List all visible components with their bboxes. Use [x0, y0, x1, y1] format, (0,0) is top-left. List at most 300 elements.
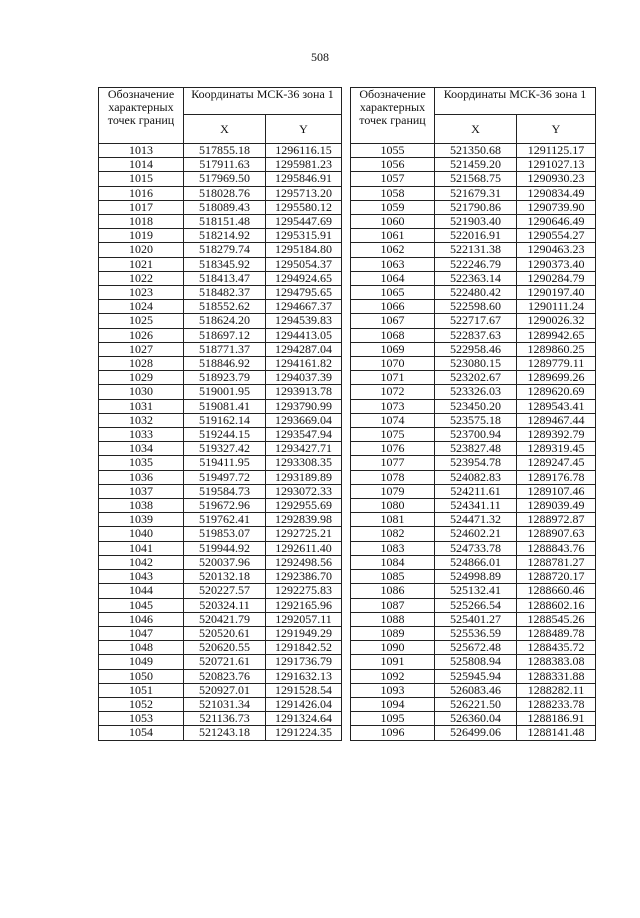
x-coordinate-cell: 522837.63	[435, 328, 517, 342]
table-row	[99, 144, 342, 158]
point-id-cell: 1079	[351, 484, 435, 498]
y-coordinate-cell: 1292275.83	[266, 584, 342, 598]
x-coordinate-cell: 526360.04	[435, 712, 517, 726]
point-id-cell: 1034	[99, 442, 184, 456]
x-coordinate-cell: 525536.59	[435, 626, 517, 640]
x-coordinate-cell: 521459.20	[435, 158, 517, 172]
point-id-cell: 1032	[99, 413, 184, 427]
point-id-cell: 1019	[99, 229, 184, 243]
x-coordinate-cell: 520421.79	[184, 612, 266, 626]
point-id-cell: 1031	[99, 399, 184, 413]
x-coordinate-cell: 522717.67	[435, 314, 517, 328]
point-id-cell: 1030	[99, 385, 184, 399]
x-coordinate-cell: 524998.89	[435, 570, 517, 584]
table-row	[99, 499, 342, 513]
x-coordinate-cell: 520132.18	[184, 570, 266, 584]
x-coordinate-cell: 518697.12	[184, 328, 266, 342]
point-id-cell: 1053	[99, 712, 184, 726]
table-row	[351, 215, 596, 229]
y-coordinate-cell: 1289247.45	[517, 456, 596, 470]
x-coordinate-cell: 518552.62	[184, 300, 266, 314]
point-id-cell: 1065	[351, 286, 435, 300]
y-coordinate-cell: 1295713.20	[266, 186, 342, 200]
y-coordinate-cell: 1292165.96	[266, 598, 342, 612]
table-row	[351, 470, 596, 484]
table-row	[99, 641, 342, 655]
y-coordinate-cell: 1288282.11	[517, 683, 596, 697]
point-id-cell: 1057	[351, 172, 435, 186]
table-row	[351, 342, 596, 356]
x-coordinate-cell: 519762.41	[184, 513, 266, 527]
point-id-cell: 1045	[99, 598, 184, 612]
y-coordinate-cell: 1288435.72	[517, 641, 596, 655]
y-coordinate-cell: 1294287.04	[266, 342, 342, 356]
x-coordinate-cell: 522480.42	[435, 286, 517, 300]
y-coordinate-cell: 1293308.35	[266, 456, 342, 470]
y-coordinate-cell: 1293072.33	[266, 484, 342, 498]
point-id-cell: 1071	[351, 371, 435, 385]
x-coordinate-cell: 524733.78	[435, 541, 517, 555]
x-coordinate-cell: 519584.73	[184, 484, 266, 498]
x-coordinate-cell: 520520.61	[184, 626, 266, 640]
coordinates-header: Координаты МСК-36 зона 1	[184, 88, 342, 115]
table-row	[351, 286, 596, 300]
x-coordinate-cell: 520721.61	[184, 655, 266, 669]
table-row	[351, 626, 596, 640]
x-coordinate-cell: 519001.95	[184, 385, 266, 399]
point-id-cell: 1022	[99, 271, 184, 285]
y-coordinate-cell: 1291224.35	[266, 726, 342, 740]
y-coordinate-cell: 1288972.87	[517, 513, 596, 527]
y-coordinate-cell: 1294667.37	[266, 300, 342, 314]
point-id-cell: 1090	[351, 641, 435, 655]
coordinates-table-left	[98, 87, 342, 741]
x-coordinate-cell: 518214.92	[184, 229, 266, 243]
y-coordinate-cell: 1291027.13	[517, 158, 596, 172]
table-row	[99, 357, 342, 371]
y-coordinate-cell: 1292725.21	[266, 527, 342, 541]
y-coordinate-cell: 1294924.65	[266, 271, 342, 285]
table-row	[99, 456, 342, 470]
table-row	[99, 172, 342, 186]
y-coordinate-cell: 1288545.26	[517, 612, 596, 626]
point-id-cell: 1081	[351, 513, 435, 527]
table-body-right	[351, 144, 596, 741]
coordinates-header: Координаты МСК-36 зона 1	[435, 88, 596, 115]
point-id-cell: 1017	[99, 200, 184, 214]
table-row	[351, 158, 596, 172]
y-coordinate-cell: 1288186.91	[517, 712, 596, 726]
y-coordinate-cell: 1290373.40	[517, 257, 596, 271]
table-row	[99, 541, 342, 555]
y-coordinate-cell: 1291632.13	[266, 669, 342, 683]
y-coordinate-cell: 1295054.37	[266, 257, 342, 271]
table-row	[351, 300, 596, 314]
y-coordinate-cell: 1289319.45	[517, 442, 596, 456]
y-coordinate-cell: 1288907.63	[517, 527, 596, 541]
y-coordinate-cell: 1290554.27	[517, 229, 596, 243]
y-coordinate-cell: 1293427.71	[266, 442, 342, 456]
x-coordinate-cell: 518345.92	[184, 257, 266, 271]
point-id-cell: 1058	[351, 186, 435, 200]
x-coordinate-cell: 524866.01	[435, 555, 517, 569]
x-coordinate-cell: 523827.48	[435, 442, 517, 456]
point-id-cell: 1013	[99, 144, 184, 158]
table-row	[351, 683, 596, 697]
x-coordinate-cell: 520227.57	[184, 584, 266, 598]
table-row	[351, 513, 596, 527]
table-row	[99, 186, 342, 200]
y-coordinate-cell: 1293547.94	[266, 428, 342, 442]
point-id-cell: 1068	[351, 328, 435, 342]
x-coordinate-cell: 522016.91	[435, 229, 517, 243]
y-coordinate-cell: 1288233.78	[517, 697, 596, 711]
point-id-cell: 1091	[351, 655, 435, 669]
table-row	[351, 186, 596, 200]
table-row	[99, 158, 342, 172]
table-row	[351, 712, 596, 726]
y-coordinate-cell: 1295315.91	[266, 229, 342, 243]
table-row	[99, 484, 342, 498]
x-coordinate-cell: 517855.18	[184, 144, 266, 158]
point-id-cell: 1050	[99, 669, 184, 683]
y-coordinate-cell: 1292955.69	[266, 499, 342, 513]
table-row	[351, 484, 596, 498]
point-id-cell: 1075	[351, 428, 435, 442]
point-id-cell: 1015	[99, 172, 184, 186]
x-coordinate-cell: 525266.54	[435, 598, 517, 612]
y-header: Y	[266, 115, 342, 144]
table-row	[99, 570, 342, 584]
y-coordinate-cell: 1288720.17	[517, 570, 596, 584]
point-id-cell: 1024	[99, 300, 184, 314]
x-coordinate-cell: 519497.72	[184, 470, 266, 484]
table-row	[99, 314, 342, 328]
table-row	[99, 584, 342, 598]
y-coordinate-cell: 1290834.49	[517, 186, 596, 200]
x-coordinate-cell: 524211.61	[435, 484, 517, 498]
table-row	[351, 328, 596, 342]
table-row	[351, 598, 596, 612]
y-coordinate-cell: 1290197.40	[517, 286, 596, 300]
table-row	[99, 598, 342, 612]
y-coordinate-cell: 1291949.29	[266, 626, 342, 640]
y-coordinate-cell: 1289860.25	[517, 342, 596, 356]
y-coordinate-cell: 1289699.26	[517, 371, 596, 385]
table-row	[351, 697, 596, 711]
table-row	[99, 470, 342, 484]
table-row	[351, 229, 596, 243]
y-coordinate-cell: 1290930.23	[517, 172, 596, 186]
point-id-cell: 1062	[351, 243, 435, 257]
x-header: X	[184, 115, 266, 144]
table-row	[351, 257, 596, 271]
point-id-cell: 1040	[99, 527, 184, 541]
table-row	[351, 399, 596, 413]
x-coordinate-cell: 524082.83	[435, 470, 517, 484]
point-id-cell: 1042	[99, 555, 184, 569]
y-coordinate-cell: 1289543.41	[517, 399, 596, 413]
y-coordinate-cell: 1294037.39	[266, 371, 342, 385]
point-id-cell: 1052	[99, 697, 184, 711]
x-coordinate-cell: 518923.79	[184, 371, 266, 385]
x-coordinate-cell: 521350.68	[435, 144, 517, 158]
point-id-cell: 1083	[351, 541, 435, 555]
y-coordinate-cell: 1291842.52	[266, 641, 342, 655]
point-id-cell: 1092	[351, 669, 435, 683]
y-coordinate-cell: 1291426.04	[266, 697, 342, 711]
table-row	[99, 513, 342, 527]
x-coordinate-cell: 518151.48	[184, 215, 266, 229]
y-coordinate-cell: 1295447.69	[266, 215, 342, 229]
table-row	[351, 499, 596, 513]
x-coordinate-cell: 522958.46	[435, 342, 517, 356]
table-row	[99, 555, 342, 569]
y-coordinate-cell: 1288383.08	[517, 655, 596, 669]
point-column-header: Обозначение характерных точек границ	[351, 88, 435, 144]
y-coordinate-cell: 1293189.89	[266, 470, 342, 484]
y-coordinate-cell: 1291125.17	[517, 144, 596, 158]
x-coordinate-cell: 517969.50	[184, 172, 266, 186]
x-coordinate-cell: 526083.46	[435, 683, 517, 697]
x-coordinate-cell: 523202.67	[435, 371, 517, 385]
table-row	[99, 328, 342, 342]
table-row	[351, 669, 596, 683]
x-coordinate-cell: 517911.63	[184, 158, 266, 172]
table-row	[99, 655, 342, 669]
y-coordinate-cell: 1295846.91	[266, 172, 342, 186]
table-row	[99, 371, 342, 385]
x-coordinate-cell: 519081.41	[184, 399, 266, 413]
y-coordinate-cell: 1293790.99	[266, 399, 342, 413]
x-coordinate-cell: 522363.14	[435, 271, 517, 285]
x-coordinate-cell: 518482.37	[184, 286, 266, 300]
point-id-cell: 1038	[99, 499, 184, 513]
table-row	[99, 712, 342, 726]
page-number: 508	[311, 50, 329, 64]
y-coordinate-cell: 1289176.78	[517, 470, 596, 484]
point-id-cell: 1046	[99, 612, 184, 626]
table-row	[99, 243, 342, 257]
point-id-cell: 1070	[351, 357, 435, 371]
x-coordinate-cell: 523575.18	[435, 413, 517, 427]
point-id-cell: 1059	[351, 200, 435, 214]
x-coordinate-cell: 525945.94	[435, 669, 517, 683]
table-row	[351, 527, 596, 541]
x-coordinate-cell: 523080.15	[435, 357, 517, 371]
x-coordinate-cell: 526221.50	[435, 697, 517, 711]
table-row	[351, 442, 596, 456]
y-header: Y	[517, 115, 596, 144]
point-id-cell: 1086	[351, 584, 435, 598]
x-coordinate-cell: 519411.95	[184, 456, 266, 470]
point-id-cell: 1061	[351, 229, 435, 243]
table-row	[351, 243, 596, 257]
y-coordinate-cell: 1293913.78	[266, 385, 342, 399]
y-coordinate-cell: 1290111.24	[517, 300, 596, 314]
x-coordinate-cell: 518279.74	[184, 243, 266, 257]
y-coordinate-cell: 1290646.49	[517, 215, 596, 229]
coordinates-table-right	[350, 87, 596, 741]
y-coordinate-cell: 1289039.49	[517, 499, 596, 513]
table-row	[99, 428, 342, 442]
point-id-cell: 1067	[351, 314, 435, 328]
point-id-cell: 1018	[99, 215, 184, 229]
table-row	[351, 371, 596, 385]
y-coordinate-cell: 1289620.69	[517, 385, 596, 399]
point-id-cell: 1088	[351, 612, 435, 626]
x-coordinate-cell: 524602.21	[435, 527, 517, 541]
point-id-cell: 1060	[351, 215, 435, 229]
table-row	[351, 413, 596, 427]
table-row	[99, 200, 342, 214]
point-id-cell: 1035	[99, 456, 184, 470]
x-coordinate-cell: 523700.94	[435, 428, 517, 442]
y-coordinate-cell: 1290026.32	[517, 314, 596, 328]
table-row	[99, 697, 342, 711]
y-coordinate-cell: 1288602.16	[517, 598, 596, 612]
point-id-cell: 1014	[99, 158, 184, 172]
table-row	[99, 726, 342, 740]
x-coordinate-cell: 520823.76	[184, 669, 266, 683]
point-id-cell: 1087	[351, 598, 435, 612]
x-coordinate-cell: 521679.31	[435, 186, 517, 200]
point-id-cell: 1066	[351, 300, 435, 314]
x-coordinate-cell: 522131.38	[435, 243, 517, 257]
y-coordinate-cell: 1288141.48	[517, 726, 596, 740]
x-coordinate-cell: 526499.06	[435, 726, 517, 740]
point-id-cell: 1051	[99, 683, 184, 697]
table-row	[99, 271, 342, 285]
point-id-cell: 1076	[351, 442, 435, 456]
point-id-cell: 1069	[351, 342, 435, 356]
x-coordinate-cell: 521136.73	[184, 712, 266, 726]
point-id-cell: 1029	[99, 371, 184, 385]
table-row	[351, 385, 596, 399]
point-id-cell: 1016	[99, 186, 184, 200]
point-id-cell: 1036	[99, 470, 184, 484]
x-coordinate-cell: 521790.86	[435, 200, 517, 214]
table-row	[351, 428, 596, 442]
x-coordinate-cell: 525401.27	[435, 612, 517, 626]
y-coordinate-cell: 1292498.56	[266, 555, 342, 569]
table-row	[351, 271, 596, 285]
y-coordinate-cell: 1291528.54	[266, 683, 342, 697]
x-coordinate-cell: 519244.15	[184, 428, 266, 442]
y-coordinate-cell: 1294539.83	[266, 314, 342, 328]
y-coordinate-cell: 1288843.76	[517, 541, 596, 555]
table-row	[99, 442, 342, 456]
x-coordinate-cell: 518846.92	[184, 357, 266, 371]
y-coordinate-cell: 1288489.78	[517, 626, 596, 640]
point-id-cell: 1095	[351, 712, 435, 726]
point-id-cell: 1063	[351, 257, 435, 271]
y-coordinate-cell: 1292611.40	[266, 541, 342, 555]
table-row	[351, 357, 596, 371]
x-coordinate-cell: 521903.40	[435, 215, 517, 229]
table-row	[351, 200, 596, 214]
table-row	[99, 215, 342, 229]
x-coordinate-cell: 523954.78	[435, 456, 517, 470]
point-column-header: Обозначение характерных точек границ	[99, 88, 184, 144]
table-row	[351, 555, 596, 569]
y-coordinate-cell: 1296116.15	[266, 144, 342, 158]
x-coordinate-cell: 518771.37	[184, 342, 266, 356]
point-id-cell: 1064	[351, 271, 435, 285]
y-coordinate-cell: 1288331.88	[517, 669, 596, 683]
y-coordinate-cell: 1292057.11	[266, 612, 342, 626]
x-coordinate-cell: 521243.18	[184, 726, 266, 740]
y-coordinate-cell: 1289779.11	[517, 357, 596, 371]
y-coordinate-cell: 1294795.65	[266, 286, 342, 300]
table-row	[351, 655, 596, 669]
point-id-cell: 1037	[99, 484, 184, 498]
point-id-cell: 1041	[99, 541, 184, 555]
point-id-cell: 1096	[351, 726, 435, 740]
x-coordinate-cell: 520037.96	[184, 555, 266, 569]
y-coordinate-cell: 1289467.44	[517, 413, 596, 427]
point-id-cell: 1077	[351, 456, 435, 470]
x-coordinate-cell: 518413.47	[184, 271, 266, 285]
x-coordinate-cell: 521031.34	[184, 697, 266, 711]
x-coordinate-cell: 525808.94	[435, 655, 517, 669]
y-coordinate-cell: 1289107.46	[517, 484, 596, 498]
y-coordinate-cell: 1295981.23	[266, 158, 342, 172]
y-coordinate-cell: 1290739.90	[517, 200, 596, 214]
point-id-cell: 1074	[351, 413, 435, 427]
point-id-cell: 1080	[351, 499, 435, 513]
table-row	[351, 314, 596, 328]
point-id-cell: 1043	[99, 570, 184, 584]
table-row	[99, 626, 342, 640]
table-row	[99, 399, 342, 413]
table-row	[99, 229, 342, 243]
point-id-cell: 1093	[351, 683, 435, 697]
table-row	[99, 286, 342, 300]
x-coordinate-cell: 519327.42	[184, 442, 266, 456]
table-row	[99, 257, 342, 271]
x-coordinate-cell: 519853.07	[184, 527, 266, 541]
point-id-cell: 1039	[99, 513, 184, 527]
point-id-cell: 1023	[99, 286, 184, 300]
x-coordinate-cell: 524471.32	[435, 513, 517, 527]
table-row	[351, 172, 596, 186]
x-coordinate-cell: 521568.75	[435, 172, 517, 186]
table-row	[351, 570, 596, 584]
x-coordinate-cell: 519672.96	[184, 499, 266, 513]
table-row	[99, 612, 342, 626]
x-coordinate-cell: 520927.01	[184, 683, 266, 697]
x-coordinate-cell: 523326.03	[435, 385, 517, 399]
point-id-cell: 1028	[99, 357, 184, 371]
table-row	[99, 342, 342, 356]
y-coordinate-cell: 1293669.04	[266, 413, 342, 427]
x-coordinate-cell: 518624.20	[184, 314, 266, 328]
x-coordinate-cell: 523450.20	[435, 399, 517, 413]
point-id-cell: 1072	[351, 385, 435, 399]
y-coordinate-cell: 1288781.27	[517, 555, 596, 569]
x-coordinate-cell: 520324.11	[184, 598, 266, 612]
table-row	[351, 541, 596, 555]
x-header: X	[435, 115, 517, 144]
table-row	[99, 413, 342, 427]
point-id-cell: 1082	[351, 527, 435, 541]
table-row	[99, 669, 342, 683]
table-row	[351, 584, 596, 598]
table-row	[99, 683, 342, 697]
point-id-cell: 1056	[351, 158, 435, 172]
point-id-cell: 1021	[99, 257, 184, 271]
